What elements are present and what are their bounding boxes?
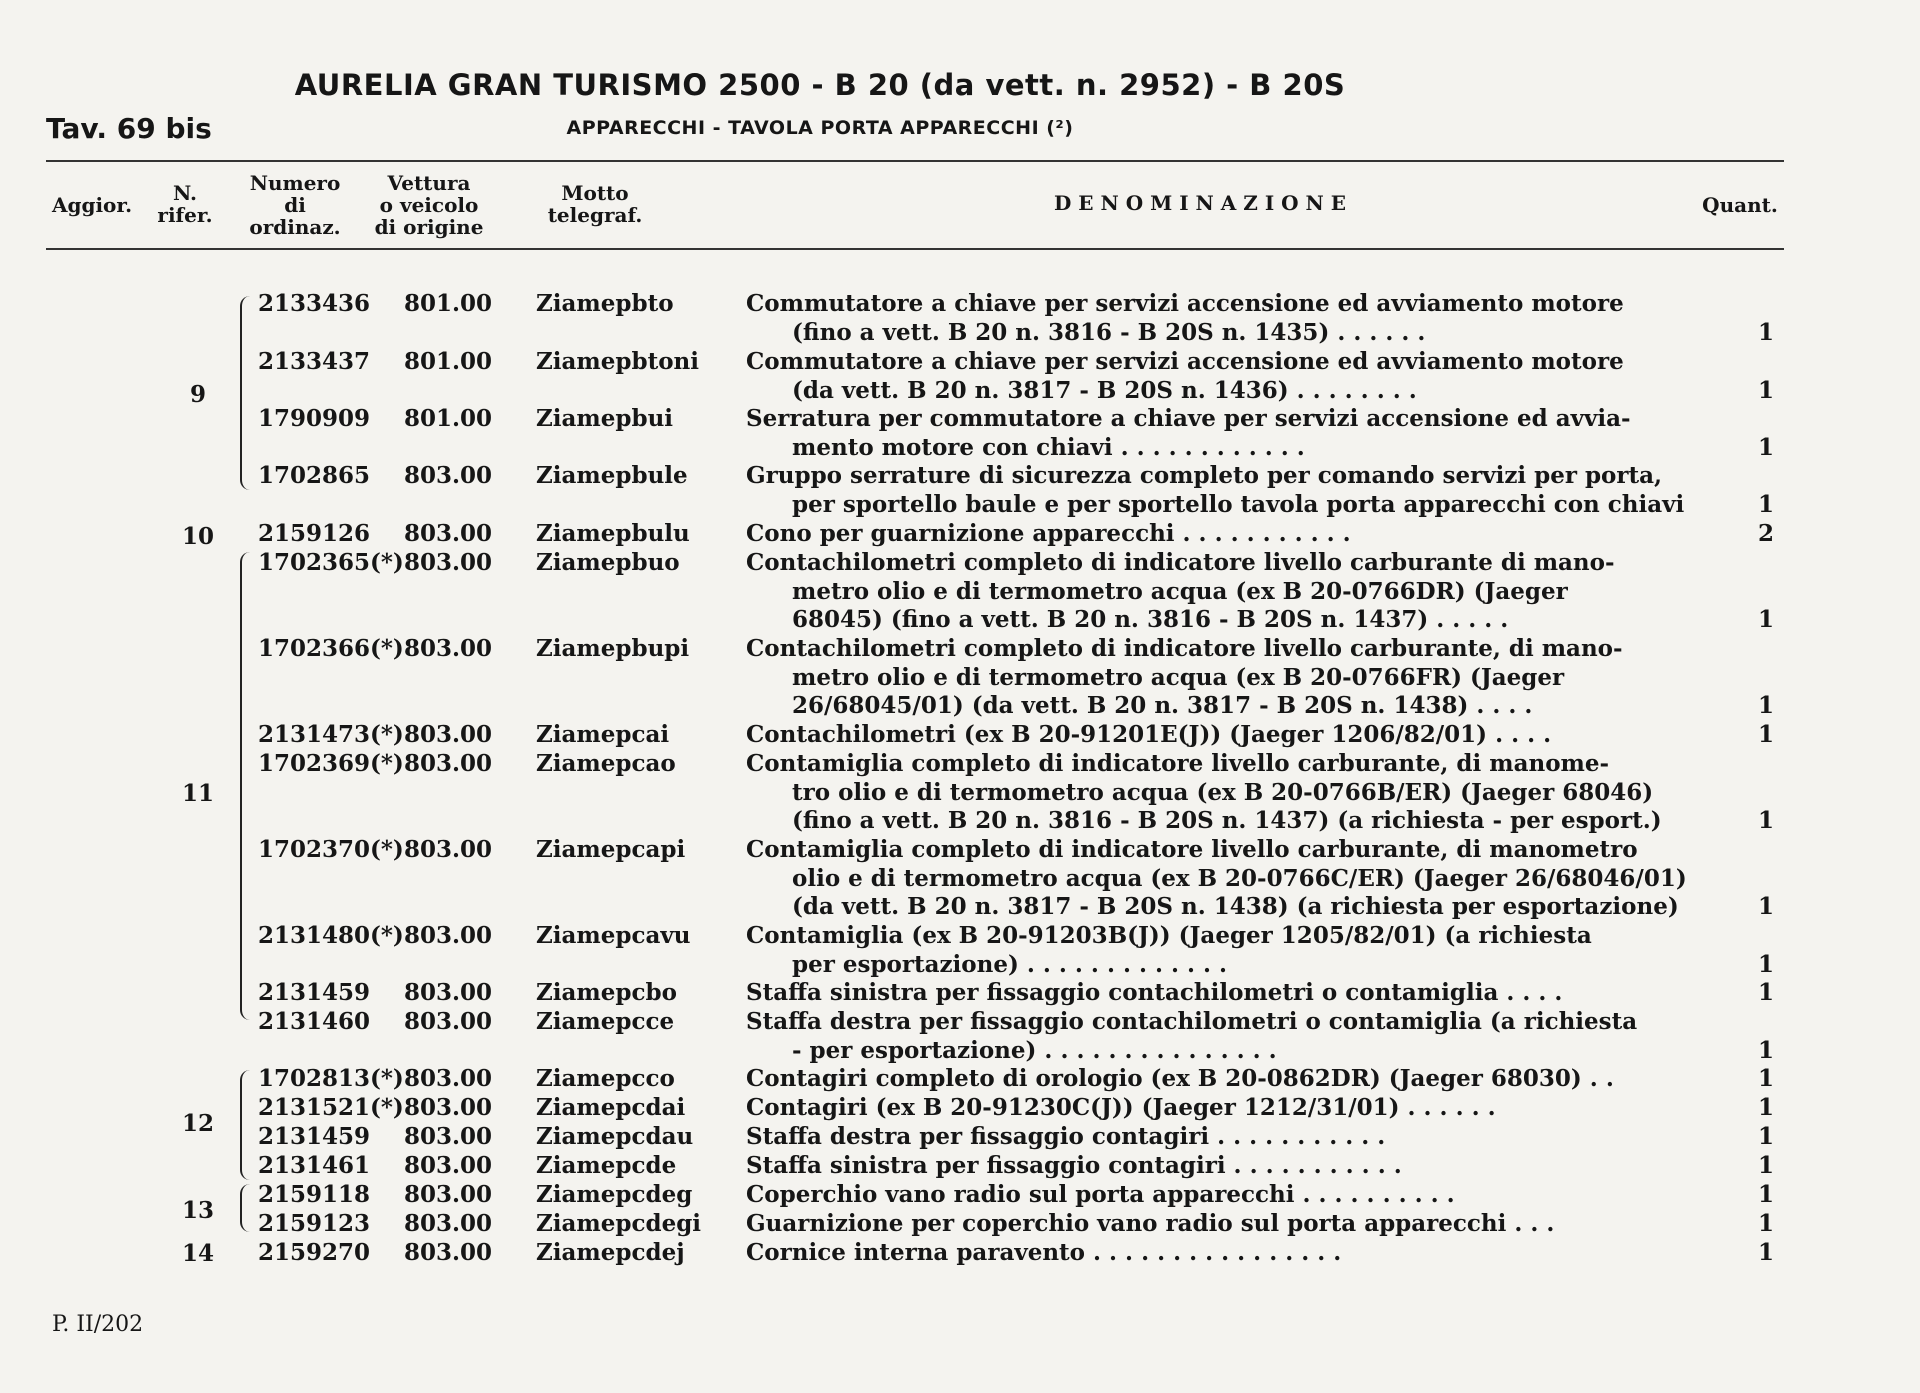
ordinaz-number: 2131459 [258,979,371,1006]
vettura-code: 803.00 [404,1008,493,1035]
ordinaz-number: 2131460 [258,1008,371,1035]
motto-telegraf: Ziamepbuo [536,549,680,576]
denominazione-line: Commutatore a chiave per servizi accensione ed avviamento motore [746,348,1624,375]
vettura-code: 803.00 [404,1152,493,1179]
denominazione [746,1094,1711,1123]
ordinaz-number: 2131480(*) [258,922,404,949]
vettura-code: 801.00 [404,290,493,317]
ordinaz-number: 2159270 [258,1239,371,1266]
quantity: 1 [1758,1152,1775,1179]
quantity: 1 [1758,1065,1775,1092]
denominazione-line: Staffa destra per fissaggio contachilometri o contamiglia (a richiesta [746,1008,1638,1035]
denominazione-line: Guarnizione per coperchio vano radio sul porta apparecchi . . . [746,1210,1555,1237]
ordinaz-number: 2133436 [258,290,371,317]
denominazione [746,405,1711,462]
motto-telegraf: Ziamepbule [536,462,688,489]
ref-number: 13 [181,1197,214,1224]
vettura-code: 803.00 [404,836,493,863]
denominazione-line: metro olio e di termometro acqua (ex B 20-0766FR) (Jaeger [792,663,1565,691]
ordinaz-number: 1702369(*) [258,750,404,777]
motto-telegraf: Ziamepbupi [536,635,690,662]
quantity: 1 [1758,1210,1775,1237]
ref-number: 12 [181,1110,214,1137]
col-aggior: Aggior. [51,193,133,217]
ref-number: 9 [189,381,206,408]
vettura-code: 803.00 [404,922,493,949]
ref-number: 10 [181,523,214,550]
ordinaz-number: 1790909 [258,405,371,432]
vettura-code: 803.00 [404,1239,493,1266]
col-motto: Motto telegraf. [547,181,643,227]
vettura-code: 803.00 [404,1181,493,1208]
vettura-code: 803.00 [404,462,493,489]
motto-telegraf: Ziamepcdeg [536,1181,693,1208]
col-rifer: N. rifer. [157,181,213,227]
motto-telegraf: Ziamepbui [536,405,674,432]
motto-telegraf: Ziamepcco [536,1065,675,1092]
quantity: 1 [1758,490,1775,518]
vettura-code: 803.00 [404,549,493,576]
denominazione-line: Contamiglia completo di indicatore livello carburante, di manome- [746,750,1610,777]
ordinaz-number: 2159126 [258,520,371,547]
denominazione-line: Contachilometri completo di indicatore livello carburante di mano- [746,549,1615,576]
denominazione-line: (fino a vett. B 20 n. 3816 - B 20S n. 1435) . . . . . . [792,318,1426,346]
quantity: 2 [1758,520,1775,547]
motto-telegraf: Ziamepcdegi [536,1210,702,1237]
header-bottom-rule [46,248,1784,250]
quantity: 1 [1758,979,1775,1006]
denominazione-line: tro olio e di termometro acqua (ex B 20-0766B/ER) (Jaeger 68046) [792,778,1654,806]
ordinaz-number: 2131459 [258,1123,371,1150]
vettura-code: 803.00 [404,635,493,662]
group-brace [240,1070,254,1180]
denominazione-line: Cornice interna paravento . . . . . . . . . . . . . . . . [746,1239,1342,1266]
denominazione-line: Contamiglia (ex B 20-91203B(J)) (Jaeger 1205/82/01) (a richiesta [746,922,1592,949]
denominazione-line: Staffa sinistra per fissaggio contachilometri o contamiglia . . . . [746,979,1563,1006]
ref-number: 11 [181,780,214,807]
vettura-code: 803.00 [404,1094,493,1121]
page-number: P. II/202 [52,1312,144,1337]
quantity: 1 [1758,1239,1775,1266]
vettura-code: 803.00 [404,1123,493,1150]
quantity: 1 [1758,433,1775,461]
quantity: 1 [1758,1123,1775,1150]
ordinaz-number: 1702366(*) [258,635,404,662]
motto-telegraf: Ziamepbtoni [536,348,699,375]
col-denominazione: D E N O M I N A Z I O N E [1053,191,1347,215]
denominazione-line: mento motore con chiavi . . . . . . . . . . . . [792,433,1305,461]
vettura-code: 803.00 [404,1210,493,1237]
ordinaz-number: 2159123 [258,1210,371,1237]
denominazione-line: 26/68045/01) (da vett. B 20 n. 3817 - B 20S n. 1438) . . . . [792,692,1533,720]
denominazione-line: (fino a vett. B 20 n. 3816 - B 20S n. 1437) (a richiesta - per esport.) [792,807,1662,835]
denominazione [746,836,1711,922]
vettura-code: 803.00 [404,520,493,547]
motto-telegraf: Ziamepbulu [536,520,690,547]
quantity: 1 [1758,606,1775,634]
quantity: 1 [1758,1094,1775,1121]
quantity: 1 [1758,807,1775,835]
vettura-code: 803.00 [404,750,493,777]
quantity: 1 [1758,692,1775,720]
group-brace [240,1184,254,1232]
quantity: 1 [1758,318,1775,346]
table-id: Tav. 69 bis [46,112,212,145]
denominazione [746,1065,1711,1094]
denominazione-line: Cono per guarnizione apparecchi . . . . . . . . . . . [746,520,1351,547]
denominazione-line: per esportazione) . . . . . . . . . . . . . [792,950,1228,978]
quantity: 1 [1758,893,1775,921]
denominazione [746,290,1711,347]
ordinaz-number: 2133437 [258,348,371,375]
motto-telegraf: Ziamepcao [536,750,676,777]
quantity: 1 [1758,721,1775,748]
ordinaz-number: 1702813(*) [258,1065,404,1092]
quantity: 1 [1758,1036,1775,1064]
denominazione [746,1008,1711,1065]
denominazione [746,750,1711,836]
ordinaz-number: 2159118 [258,1181,371,1208]
quantity: 1 [1758,1181,1775,1208]
motto-telegraf: Ziamepcbo [536,979,677,1006]
ordinaz-number: 1702865 [258,462,371,489]
col-vettura: Vettura o veicolo di origine [374,171,484,239]
denominazione [746,520,1711,549]
denominazione [746,549,1711,635]
denominazione-line: olio e di termometro acqua (ex B 20-0766C/ER) (Jaeger 26/68046/01) [792,864,1687,892]
motto-telegraf: Ziamepcde [536,1152,677,1179]
ref-number: 14 [181,1240,214,1267]
page-title: AURELIA GRAN TURISMO 2500 - B 20 (da vett. n. 2952) - B 20S [294,68,1346,102]
vettura-code: 803.00 [404,1065,493,1092]
header-top-rule [46,160,1784,162]
denominazione [746,1181,1711,1210]
motto-telegraf: Ziamepcce [536,1008,675,1035]
group-brace [240,296,254,490]
quantity: 1 [1758,376,1775,404]
denominazione-line: Staffa sinistra per fissaggio contagiri . . . . . . . . . . . [746,1152,1402,1179]
group-brace [240,552,254,1020]
denominazione [746,721,1711,750]
denominazione-line: - per esportazione) . . . . . . . . . . . . . . . [792,1036,1277,1064]
denominazione-line: Contagiri (ex B 20-91230C(J)) (Jaeger 1212/31/01) . . . . . . [746,1094,1496,1121]
denominazione-line: 68045) (fino a vett. B 20 n. 3816 - B 20S n. 1437) . . . . . [792,606,1509,634]
denominazione-line: Contagiri completo di orologio (ex B 20-0862DR) (Jaeger 68030) . . [746,1065,1614,1092]
denominazione-line: Gruppo serrature di sicurezza completo per comando servizi per porta, [746,462,1663,489]
denominazione-line: Serratura per commutatore a chiave per servizi accensione ed avvia- [746,405,1631,432]
ordinaz-number: 2131473(*) [258,721,404,748]
vettura-code: 803.00 [404,979,493,1006]
denominazione-line: per sportello baule e per sportello tavola porta apparecchi con chiavi [792,490,1685,518]
denominazione-line: Staffa destra per fissaggio contagiri . . . . . . . . . . . [746,1123,1386,1150]
col-ordinaz: Numero di ordinaz. [249,171,341,239]
vettura-code: 801.00 [404,348,493,375]
ordinaz-number: 1702370(*) [258,836,404,863]
page-subtitle: APPARECCHI - TAVOLA PORTA APPARECCHI (²) [566,117,1074,139]
motto-telegraf: Ziamepcdau [536,1123,694,1150]
denominazione-line: Commutatore a chiave per servizi accensione ed avviamento motore [746,290,1624,317]
denominazione [746,1239,1711,1268]
vettura-code: 803.00 [404,721,493,748]
ordinaz-number: 2131461 [258,1152,371,1179]
denominazione-line: Contamiglia completo di indicatore livello carburante, di manometro [746,836,1638,863]
motto-telegraf: Ziamepcdej [536,1239,685,1266]
denominazione [746,462,1711,519]
denominazione-line: metro olio e di termometro acqua (ex B 20-0766DR) (Jaeger [792,577,1568,605]
ordinaz-number: 2131521(*) [258,1094,404,1121]
denominazione [746,922,1711,979]
col-quant: Quant. [1702,193,1778,217]
denominazione-line: (da vett. B 20 n. 3817 - B 20S n. 1436) . . . . . . . . [792,376,1417,404]
quantity: 1 [1758,950,1775,978]
denominazione-line: Contachilometri completo di indicatore livello carburante, di mano- [746,635,1623,662]
denominazione-line: Contachilometri (ex B 20-91201E(J)) (Jaeger 1206/82/01) . . . . [746,721,1552,748]
denominazione [746,1210,1711,1239]
denominazione-line: (da vett. B 20 n. 3817 - B 20S n. 1438) (a richiesta per esportazione) [792,893,1679,921]
motto-telegraf: Ziamepcai [536,721,670,748]
denominazione [746,979,1711,1008]
motto-telegraf: Ziamepcapi [536,836,686,863]
denominazione [746,348,1711,405]
denominazione-line: Coperchio vano radio sul porta apparecchi . . . . . . . . . . [746,1181,1455,1208]
denominazione [746,635,1711,721]
ordinaz-number: 1702365(*) [258,549,404,576]
motto-telegraf: Ziamepcdai [536,1094,686,1121]
motto-telegraf: Ziamepcavu [536,922,691,949]
vettura-code: 801.00 [404,405,493,432]
denominazione [746,1152,1711,1181]
denominazione [746,1123,1711,1152]
motto-telegraf: Ziamepbto [536,290,674,317]
